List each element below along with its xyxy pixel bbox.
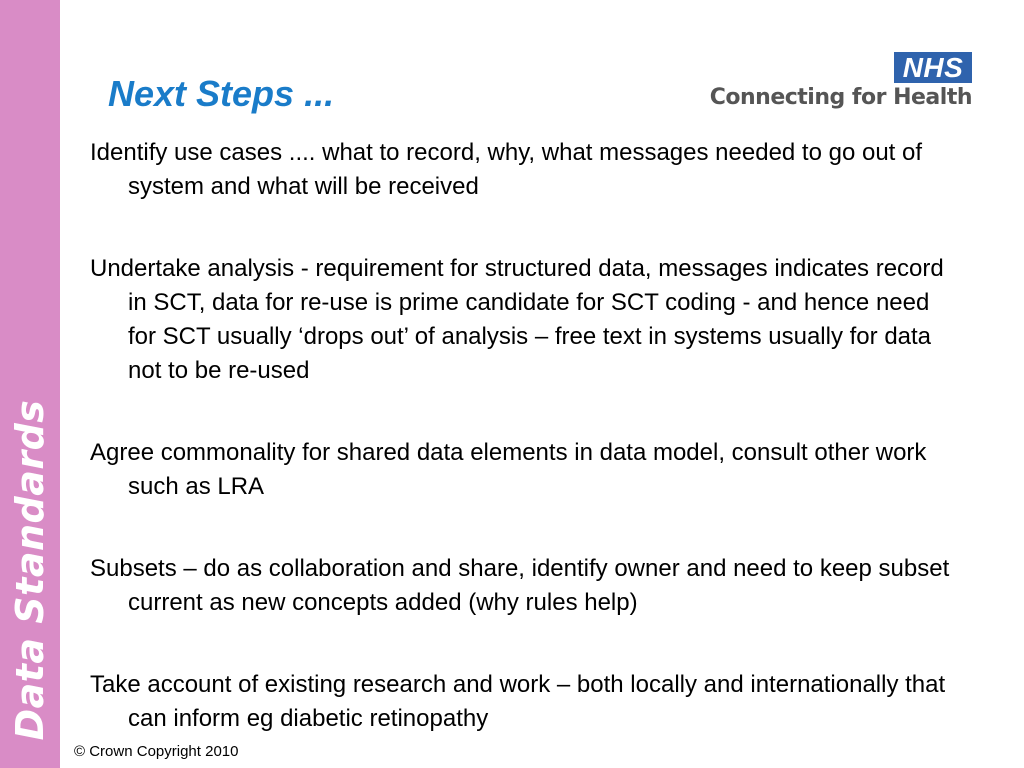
nhs-cfh-logo xyxy=(700,52,972,112)
copyright-footer: © Crown Copyright 2010 xyxy=(74,743,239,760)
sidebar-label: Data Standards xyxy=(8,399,52,741)
bullet-list xyxy=(90,136,960,768)
slide-title: Next Steps ... xyxy=(108,73,335,114)
bullet-item: Agree commonality for shared data elements in data model, consult other work such as LRA xyxy=(90,439,927,500)
logo-tagline: Connecting for Health xyxy=(709,85,972,110)
nhs-logo-box: NHS xyxy=(894,52,972,83)
bullet-item: Undertake analysis - requirement for structured data, messages indicates record in SCT, data for re-use is prime candidate for SCT coding - and hence need for SCT usually ‘drops out’ of analysis – free text in systems usually for data not to be re-used xyxy=(90,255,944,384)
bullet-item: Take account of existing research and work – both locally and internationally that can inform eg diabetic retinopathy xyxy=(90,671,946,732)
bullet-item: Subsets – do as collaboration and share, identify owner and need to keep subset current as new concepts added (why rules help) xyxy=(90,555,950,616)
bullet-item: Identify use cases .... what to record, why, what messages needed to go out of system and what will be received xyxy=(90,139,923,200)
sidebar-band xyxy=(0,0,60,768)
